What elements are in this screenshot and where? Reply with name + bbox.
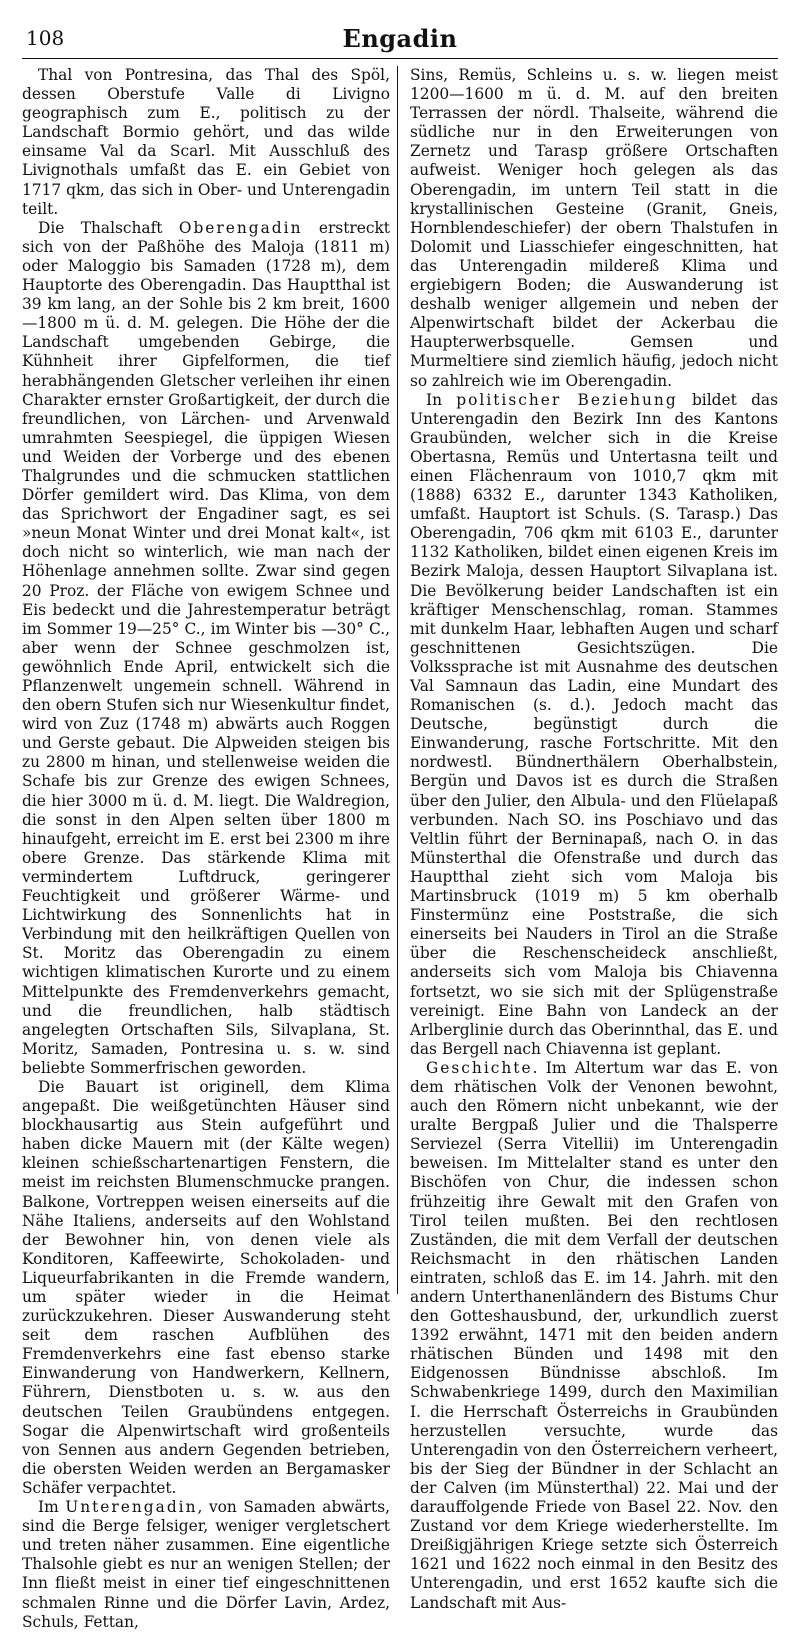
running-head: Engadin: [342, 24, 458, 53]
right-column: [410, 66, 778, 1632]
text-run: Sins, Remüs, Schleins u. s. w. liegen meist 1200—1600 m ü. d. M. auf den breiten Terrassen der nördl. Thalseite, während die südliche nur in den Erweiterungen von Zernetz und Tarasp größere Ortschaften aufweist. Weniger hoch gelegen als das Oberengadin, im untern Teil statt in die krystallinischen Gesteine (Granit, Gneis, Hornblendeschiefer) der obern Thalstufen in Dolomit und Liasschiefer eingeschnitten, hat das Unterengadin mildereß Klima und ergiebigern Boden; die Auswanderung ist deshalb weniger allgemein und neben der Alpenwirtschaft bildet der Ackerbau die Haupterwerbsquelle. Gemsen und Murmeltiere sind ziemlich häufig, jedoch nicht so zahlreich wie im Oberengadin.: [410, 66, 778, 390]
spaced-term: politischer Beziehung: [456, 390, 678, 409]
column-divider: [397, 66, 398, 1294]
text-run: erstreckt sich von der Paßhöhe des Maloja (1811 m) oder Maloggio bis Samaden (1728 m), dem Hauptorte des Oberengadin. Das Hauptthal ist 39 km lang, an der Sohle bis 2 km breit, 1600—1800 m ü. d. M. gelegen. Die Höhe der die Landschaft umgebenden Gebirge, die Kühnheit ihrer Gipfelformen, die tief herabhängenden Gletscher verleihen ihr einen Charakter ernster Großartigkeit, der durch die freundlichen, von Lärchen- und Arvenwald umrahmten Seespiegel, die üppigen Wiesen und Weiden der Vorberge und des ebenen Thalgrundes und die schmucken stattlichen Dörfer gemildert wird. Das Klima, von dem das Sprichwort der Engadiner sagt, es sei »neun Monat Winter und drei Monat kalt«, ist doch nicht so winterlich, wie man nach der Höhenlage annehmen sollte. Zwar sind gegen 20 Proz. der Fläche von ewigem Schnee und Eis bedeckt und die Jahrestemperatur beträgt im Sommer 19—25° C., im Winter bis —30° C., aber wenn der Schnee geschmolzen ist, gewöhnlich Ende April, entwickelt sich die Pflanzenwelt ungemein schnell. Während in den obern Stufen sich nur Wiesenkultur findet, wird von Zuz (1748 m) abwärts auch Roggen und Gerste gebaut. Die Alpweiden steigen bis zu 2800 m hinan, und stellenweise weiden die Schafe bis zur Grenze des ewigen Schnees, die hier 3000 m ü. d. M. liegt. Die Waldregion, die sonst in den Alpen selten über 1800 m hinaufgeht, erreicht im E. erst bei 2300 m ihre obere Grenze. Das stärkende Klima mit vermindertem Luftdruck, geringerer Feuchtigkeit und größerer Wärme- und Lichtwirkung des Sonnenlichts hat in Verbindung mit den heilkräftigen Quellen von St. Moritz das Oberengadin zu einem wichtigen klimatischen Kurorte und zu einem Mittelpunkte des Fremdenverkehrs gemacht, und die freundlichen, halb städtisch angelegten Ortschaften Sils, Silvaplana, St. Moritz, Samaden, Pontresina u. s. w. sind beliebte Sommerfrischen geworden.: [22, 218, 390, 1077]
spaced-term: Unterengadin: [65, 1498, 198, 1517]
text-columns: [22, 66, 778, 1632]
paragraph: [22, 66, 390, 219]
text-run: , von Samaden abwärts, sind die Berge felsiger, weniger vergletschert und treten näher zusammen. Eine eigentliche Thalsohle giebt es nur an wenigen Stellen; der Inn fließt meist in einer tief eingeschnittenen schmalen Rinne und die Dörfer Lavin, Ardez, Schuls, Fettan,: [22, 1498, 390, 1631]
page-number: 108: [26, 26, 65, 50]
paragraph: [410, 1059, 778, 1613]
text-run: Thal von Pontresina, das Thal des Spöl, dessen Oberstufe Valle di Livigno geographisch zum E., politisch zu der Landschaft Bormio gehört, und das wilde einsame Val da Scarl. Mit Ausschluß des Livignothals umfaßt das E. ein Gebiet von 1717 qkm, das sich in Ober- und Unterengadin teilt.: [22, 66, 390, 218]
text-run: Die Thalschaft: [38, 218, 179, 237]
text-run: Im: [38, 1498, 66, 1517]
text-run: bildet das Unterengadin den Bezirk Inn des Kantons Graubünden, welcher sich in die Kreise Obertasna, Remüs und Untertasna teilt und einen Flächenraum von 1010,7 qkm mit (1888) 6332 E., darunter 1343 Katholiken, umfaßt. Hauptort ist Schuls. (S. Tarasp.) Das Oberengadin, 706 qkm mit 6103 E., darunter 1132 Katholiken, bildet einen eigenen Kreis im Bezirk Maloja, dessen Hauptort Silvaplana ist. Die Bevölkerung beider Landschaften ist ein kräftiger Menschenschlag, roman. Stammes mit dunkelm Haar, lebhaften Augen und scharf geschnittenen Gesichtszügen. Die Volkssprache ist mit Ausnahme des deutschen Val Samnaun das Ladin, eine Mundart des Romanischen (s. d.). Jedoch macht das Deutsche, begünstigt durch die Einwanderung, rasche Fortschritte. Mit den nordwestl. Bündnerthälern Oberhalbstein, Bergün und Davos ist es durch die Straßen über den Julier, den Albula- und den Flüelapaß verbunden. Nach SO. ins Poschiavo und das Veltlin führt der Berninapaß, nach O. in das Münsterthal die Ofenstraße und durch das Hauptthal zieht sich vom Maloja bis Martinsbruck (1019 m) 5 km oberhalb Finstermünz eine Poststraße, die sich einerseits bei Nauders in Tirol an die Straße über die Reschenscheideck anschließt, anderseits sich vom Maloja bis Chiavenna fortsetzt, wo sie sich mit der Splügenstraße vereinigt. Eine Bahn von Landeck an der Arlberglinie durch das Oberinnthal, das E. und das Bergell nach Chiavenna ist geplant.: [410, 390, 778, 1058]
paragraph: [22, 1078, 390, 1498]
text-run: . Im Altertum war das E. von dem rhätischen Volk der Venonen bewohnt, auch den Römern nicht unbekannt, wie der uralte Bergpaß Julier und die Thalsperre Serviezel (Serra Vitellii) im Unterengadin beweisen. Im Mittelalter stand es unter den Bischöfen von Chur, die indessen schon frühzeitig ihre Gewalt mit den Grafen von Tirol teilen mußten. Bei den rechtlosen Zuständen, die mit dem Verfall der deutschen Reichsmacht in den rhätischen Landen eintraten, schloß das E. im 14. Jahrh. mit den andern Unterthanenländern des Bistums Chur den Gotteshausbund, der, urkundlich zuerst 1392 erwähnt, 1471 mit den beiden andern rhätischen Bünden und 1498 mit den Eidgenossen Bündnisse abschloß. Im Schwabenkriege 1499, durch den Maximilian I. die Herrschaft Österreichs in Graubünden herzustellen versuchte, wurde das Unterengadin von den Österreichern verheert, bis der Sieg der Bündner in der Schlacht an der Calven (im Münsterthal) 22. Mai und der darauffolgende Friede von Basel 22. Nov. den Zustand vor dem Kriege wiederherstellte. Im Dreißigjährigen Kriege setzte sich Österreich 1621 und 1622 noch einmal in den Besitz des Unterengadin, und erst 1652 kaufte sich die Landschaft mit Aus-: [410, 1058, 778, 1612]
spaced-term: Oberengadin: [178, 218, 303, 237]
header-rule: [22, 58, 778, 59]
text-run: In: [426, 390, 457, 409]
paragraph: [22, 219, 390, 1078]
page-header: [22, 22, 778, 62]
paragraph: [410, 391, 778, 1059]
spaced-term: Geschichte: [426, 1058, 533, 1077]
text-run: Die Bauart ist originell, dem Klima angepaßt. Die weißgetünchten Häuser sind blockhausartig aus Stein aufgeführt und haben dicke Mauern mit (der Kälte wegen) kleinen schießschartenartigen Fenstern, die meist im reichsten Blumenschmucke prangen. Balkone, Vortreppen weisen einerseits auf die Nähe Italiens, anderseits auf den Wohlstand der Bewohner hin, von denen viele als Konditoren, Kaffeewirte, Schokoladen- und Liqueurfabrikanten in die Fremde wandern, um später wieder in die Heimat zurückzukehren. Dieser Auswanderung steht seit dem raschen Aufblühen des Fremdenverkehrs eine fast ebenso starke Einwanderung von Handwerkern, Kellnern, Führern, Dienstboten u. s. w. aus den deutschen Teilen Graubündens entgegen. Sogar die Alpenwirtschaft wird großenteils von Sennen aus andern Gegenden betrieben, die obersten Weiden werden an Bergamasker Schäfer verpachtet.: [22, 1077, 390, 1497]
paragraph: [22, 1498, 390, 1632]
left-column: [22, 66, 390, 1632]
paragraph: [410, 66, 778, 391]
